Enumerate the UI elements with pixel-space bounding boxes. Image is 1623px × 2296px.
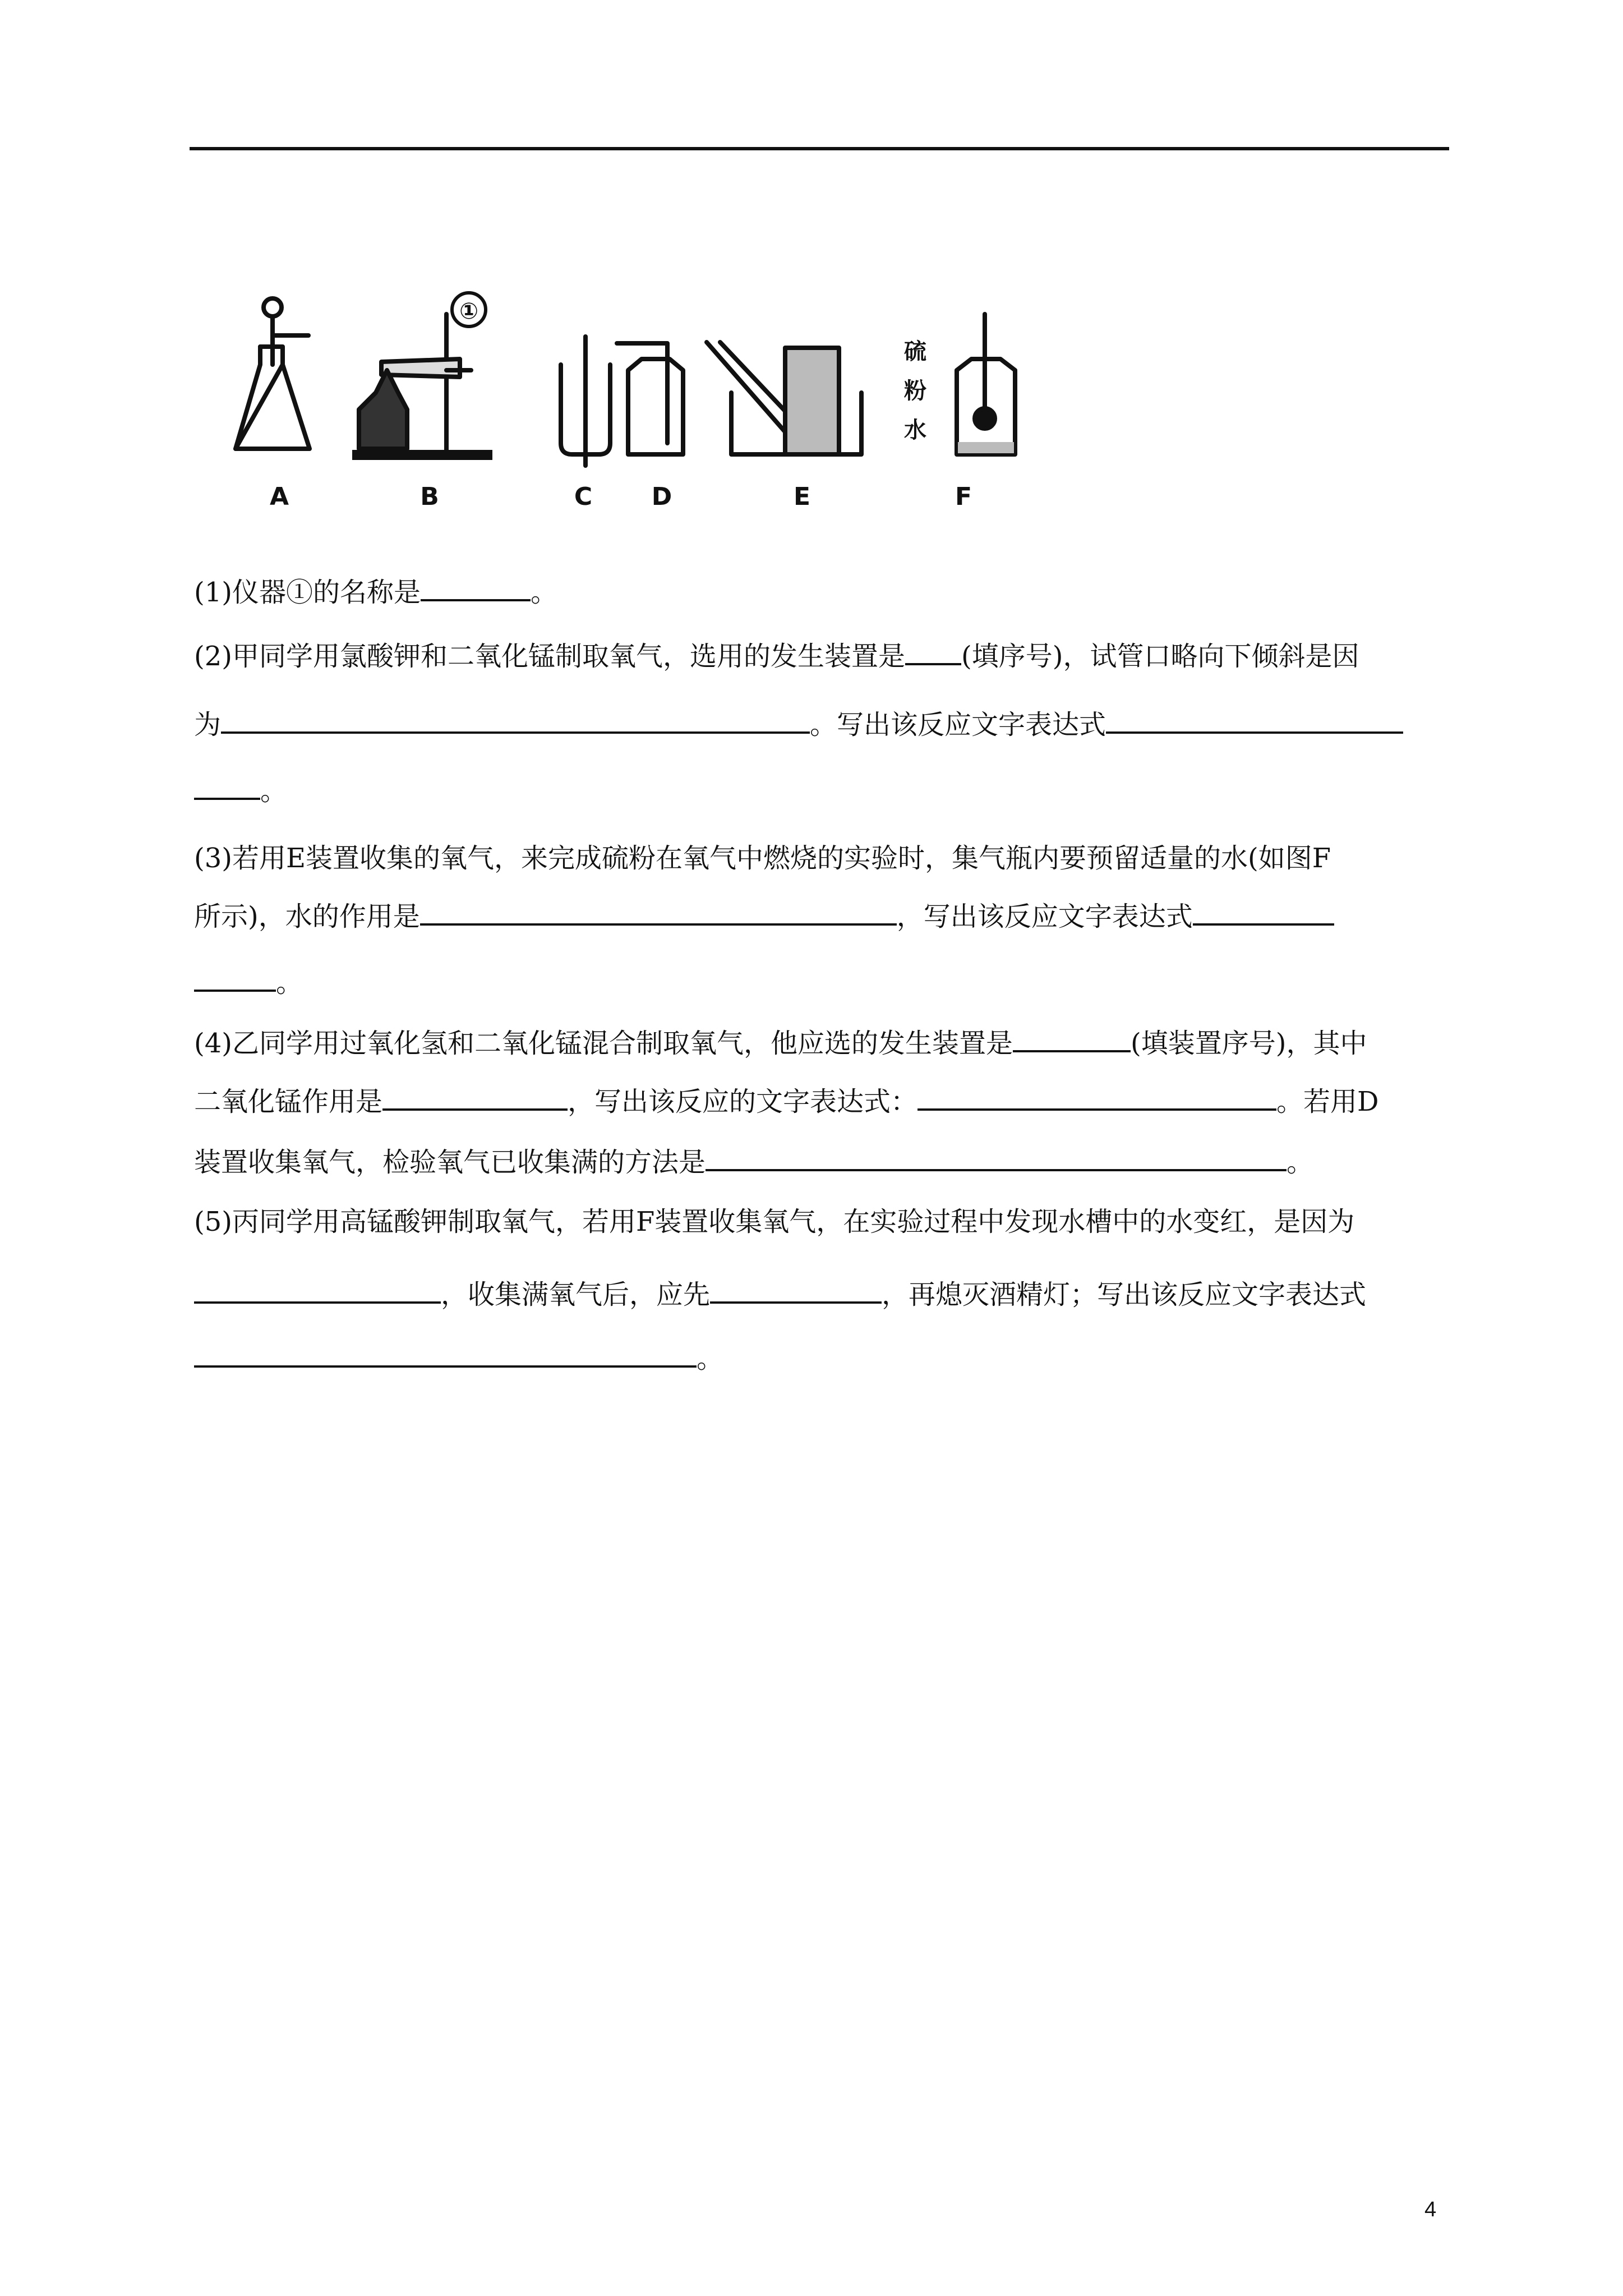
q2-text-3: 为 xyxy=(194,709,222,740)
q4-blank-4[interactable] xyxy=(706,1140,1287,1171)
q5-text-1: (5)丙同学用高锰酸钾制取氧气，若用F装置收集氧气，在实验过程中发现水槽中的水变红，是因为 xyxy=(194,1206,1355,1237)
q4-blank-1[interactable] xyxy=(1013,1021,1131,1052)
q2-text-2: (填序号)，试管口略向下倾斜是因 xyxy=(961,641,1359,672)
question-4-line-1 xyxy=(194,1019,1450,1068)
figure-label-c: C xyxy=(574,482,593,511)
q2-end: 。 xyxy=(260,775,288,807)
q4-text-3: 二氧化锰作用是 xyxy=(194,1086,383,1117)
q4-blank-2[interactable] xyxy=(382,1079,568,1111)
figure-f-text-1: 硫 xyxy=(904,339,926,365)
q5-text-2: ，收集满氧气后，应先 xyxy=(441,1279,711,1310)
question-3-line-1 xyxy=(194,834,1450,882)
question-3-line-2 xyxy=(194,892,1450,941)
figure-label-a: A xyxy=(269,482,289,511)
q2-blank-1[interactable] xyxy=(905,634,961,665)
question-2-line-1 xyxy=(194,632,1450,680)
figure-label-b: B xyxy=(420,482,439,511)
figure-label-f: F xyxy=(955,482,972,511)
q3-text-3: ，写出该反应文字表达式 xyxy=(896,901,1193,932)
q1-text: (1)仪器①的名称是 xyxy=(194,577,421,608)
question-2-line-3 xyxy=(194,767,1450,815)
figure-label-d: D xyxy=(651,482,672,511)
q2-blank-3[interactable] xyxy=(1106,702,1403,734)
q1-blank[interactable] xyxy=(421,570,531,601)
q5-blank-2[interactable] xyxy=(710,1272,882,1304)
apparatus-d xyxy=(617,343,683,454)
question-2-line-2 xyxy=(194,701,1450,749)
q4-text-5: 。若用D xyxy=(1276,1086,1379,1117)
q3-text-2: 所示)，水的作用是 xyxy=(194,901,420,932)
q4-text-6: 装置收集氧气，检验氧气已收集满的方法是 xyxy=(194,1147,706,1178)
apparatus-a xyxy=(236,298,310,449)
figure-f-text-3: 水 xyxy=(904,417,926,443)
question-4-line-2 xyxy=(194,1078,1450,1126)
q5-blank-1[interactable] xyxy=(194,1272,441,1304)
question-3-line-3 xyxy=(194,959,1450,1007)
figure-f-text-2: 粉 xyxy=(904,378,926,404)
q5-end: 。 xyxy=(697,1343,724,1374)
question-5-line-2 xyxy=(194,1271,1450,1319)
q4-text-4: ，写出该反应的文字表达式： xyxy=(568,1086,918,1117)
apparatus-c xyxy=(561,337,610,466)
header-rule xyxy=(190,147,1449,150)
q1-end: 。 xyxy=(531,577,558,608)
q4-text-1: (4)乙同学用过氧化氢和二氧化锰混合制取氧气，他应选的发生装置是 xyxy=(194,1028,1013,1059)
q5-blank-3[interactable] xyxy=(194,1336,697,1368)
q2-blank-2[interactable] xyxy=(221,702,810,734)
q4-text-2: (填装置序号)，其中 xyxy=(1131,1028,1367,1059)
question-5-line-1 xyxy=(194,1198,1450,1246)
apparatus-figure xyxy=(224,280,1054,516)
figure-marker: ① xyxy=(459,298,478,324)
q3-end: 。 xyxy=(276,967,303,999)
apparatus-e xyxy=(707,342,861,454)
q4-blank-3[interactable] xyxy=(917,1079,1276,1111)
figure-label-e: E xyxy=(793,482,811,511)
q5-text-3: ，再熄灭酒精灯；写出该反应文字表达式 xyxy=(882,1279,1367,1310)
apparatus-f xyxy=(957,314,1015,454)
q2-text-4: 。写出该反应文字表达式 xyxy=(810,709,1106,740)
question-4-line-3 xyxy=(194,1138,1450,1186)
q2-text-1: (2)甲同学用氯酸钾和二氧化锰制取氧气，选用的发生装置是 xyxy=(194,641,905,672)
q4-end: 。 xyxy=(1287,1147,1314,1178)
q3-blank-1[interactable] xyxy=(420,894,897,926)
q3-blank-2[interactable] xyxy=(1193,894,1334,926)
question-5-line-3 xyxy=(194,1335,1450,1383)
page-number: 4 xyxy=(1424,2198,1437,2221)
q2-blank-4[interactable] xyxy=(194,769,260,800)
q3-text-1: (3)若用E装置收集的氧气，来完成硫粉在氧气中燃烧的实验时，集气瓶内要预留适量的水(如图F xyxy=(194,843,1331,874)
question-1 xyxy=(194,568,1450,616)
q3-blank-3[interactable] xyxy=(194,960,276,992)
